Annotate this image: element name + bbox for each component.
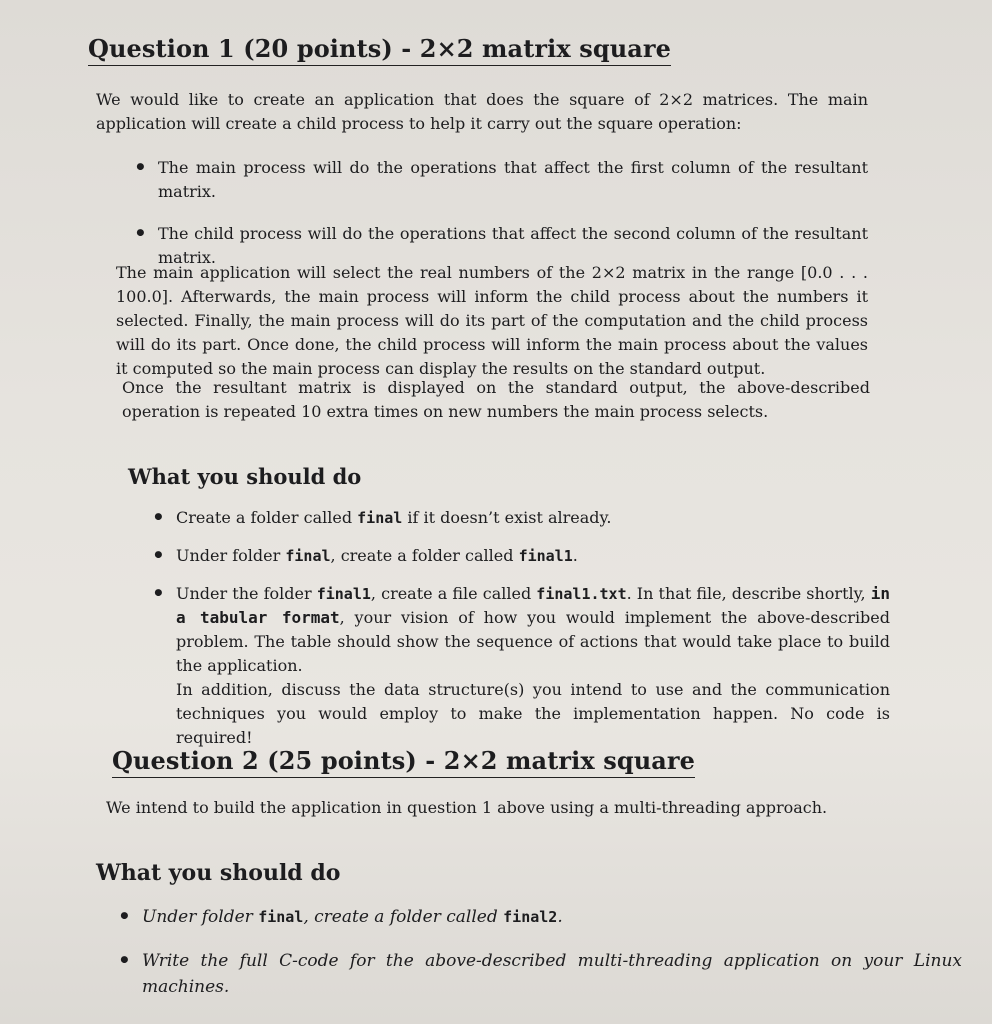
- q1-bullet-child: • The child process will do the operations that affect the second column of the resultant matrix.: [132, 222, 868, 270]
- q2-todo-item-1: [116, 904, 962, 930]
- q1-todo-3-code-2: final1.txt: [536, 585, 627, 603]
- q2-todo-item-2: • Write the full C-code for the above-described multi-threading application on your Linux machines.: [116, 948, 962, 1000]
- q2-title: Question 2 (25 points) - 2×2 matrix square: [112, 746, 695, 778]
- q1-bullet-main: • The main process will do the operations that affect the first column of the resultant matrix.: [132, 156, 868, 204]
- q2-todo-heading: What you should do: [96, 860, 341, 886]
- q1-todo-2-text-a: Under folder: [176, 546, 286, 565]
- q1-todo-3-extra: In addition, discuss the data structure(s) you intend to use and the communication techniques you would employ to make the implementation happen. No code is required!: [176, 680, 890, 747]
- q1-todo-2-text-c: .: [572, 546, 578, 565]
- q1-todo-2-code-1: final: [285, 547, 331, 565]
- q1-todo-list: [150, 506, 890, 750]
- q1-todo-3-text-d: , your vision of how you would implement the above-described problem. The table should show the sequence of actions that would take place to build the application.: [176, 608, 891, 675]
- q1-todo-1-text-a: Create a folder called: [176, 508, 358, 527]
- q1-title: Question 1 (20 points) - 2×2 matrix square: [88, 34, 671, 66]
- q1-todo-item-3: [150, 582, 890, 750]
- q1-todo-3-text-b: , create a file called: [370, 584, 537, 603]
- q1-todo-item-2: [150, 544, 890, 568]
- q1-todo-3-bold: in a tabular format: [176, 584, 890, 627]
- q1-intro: We would like to create an application that does the square of 2×2 matrices. The main application will create a child process to help it carry out the square operation:: [96, 90, 868, 133]
- q1-paragraph-2: Once the resultant matrix is displayed on the standard output, the above-described operation is repeated 10 extra times on new numbers the main process selects.: [122, 378, 870, 421]
- q1-todo-3-code-1: final1: [316, 585, 371, 603]
- q2-todo-list: [116, 904, 962, 1000]
- q2-todo-1-code-2: final2: [503, 908, 558, 926]
- q1-todo-heading: What you should do: [128, 464, 362, 489]
- q2-todo-1-text-a: Under folder: [142, 907, 259, 927]
- q2-todo-1-text-c: .: [557, 907, 563, 927]
- q1-bullet-list: [132, 156, 868, 270]
- q1-paragraph-1: The main application will select the real numbers of the 2×2 matrix in the range [0.0 . . . 100.0]. Afterwards, the main process will inform the child process about the numbers it selected. Finally, the main process will do its part of the computation and the child process will do its part. Once done, the child process will inform the main process about the values it computed so the main process can display the results on the standard output.: [116, 263, 868, 378]
- q1-todo-3-text-a: Under the folder: [176, 584, 317, 603]
- q1-todo-1-code: final: [357, 509, 403, 527]
- q2-todo-1-text-b: , create a folder called: [303, 907, 504, 927]
- q1-todo-2-code-2: final1: [518, 547, 573, 565]
- q2-todo-1-code-1: final: [258, 908, 304, 926]
- q2-intro: We intend to build the application in question 1 above using a multi-threading approach.: [106, 798, 828, 817]
- q1-todo-2-text-b: , create a folder called: [330, 546, 519, 565]
- q1-todo-1-text-b: if it doesn’t exist already.: [402, 508, 612, 527]
- q1-todo-3-text-c: . In that file, describe shortly,: [626, 584, 871, 603]
- q1-todo-item-1: [150, 506, 890, 530]
